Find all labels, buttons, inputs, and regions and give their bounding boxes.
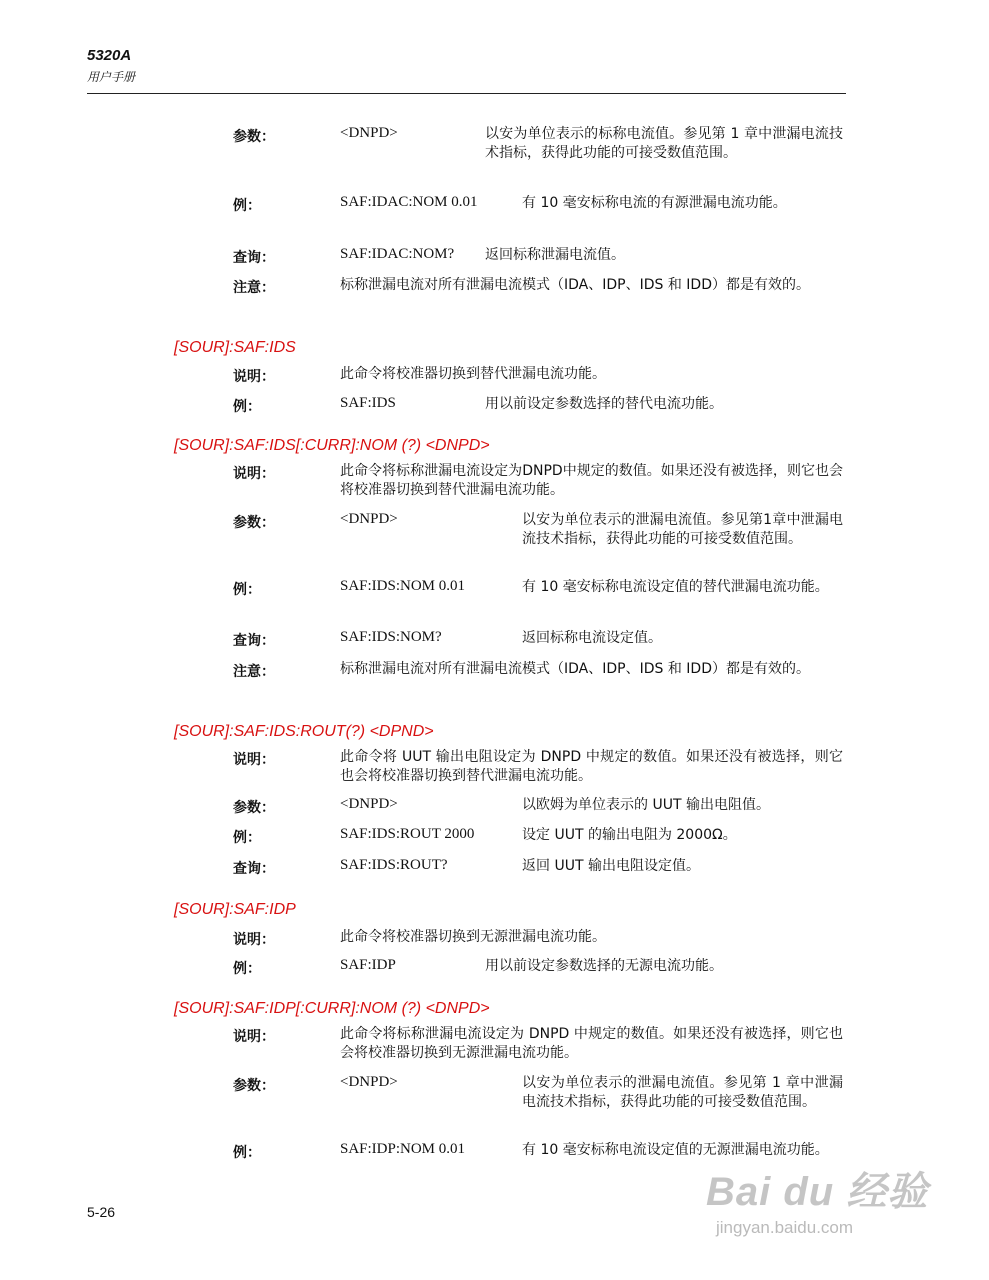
description-text: 此命令将校准器切换到替代泄漏电流功能。 [340,366,606,382]
example-label: 例： [233,198,261,214]
description-label: 说明： [233,752,275,768]
description-text: 此命令将标称泄漏电流设定为 DNPD 中规定的数值。如果还没有被选择，则它也会将校准器切换到无源泄漏电流功能。 [340,1026,843,1061]
example-command: SAF:IDP [340,957,396,973]
watermark-logo: Bai du 经验 [706,1170,929,1214]
example-label: 例： [233,830,261,846]
query-label: 查询： [233,633,275,649]
section-heading-ids-nom: [SOUR]:SAF:IDS[:CURR]:NOM (?) <DNPD> [174,437,490,454]
example-description: 有 10 毫安标称电流设定值的替代泄漏电流功能。 [522,579,829,595]
param-label: 参数： [233,515,275,531]
query-label: 查询： [233,250,275,266]
example-description: 有 10 毫安标称电流的有源泄漏电流功能。 [522,195,787,211]
note-label: 注意： [233,280,275,296]
example-label: 例： [233,582,261,598]
param-description: 以安为单位表示的标称电流值。参见第 1 章中泄漏电流技术指标，获得此功能的可接受数值范围。 [485,126,843,161]
query-label: 查询： [233,861,275,877]
section-heading-ids: [SOUR]:SAF:IDS [174,339,296,356]
example-command: SAF:IDP:NOM 0.01 [340,1141,466,1157]
section-heading-ids-rout: [SOUR]:SAF:IDS:ROUT(?) <DPND> [174,723,434,740]
description-text: 此命令将校准器切换到无源泄漏电流功能。 [340,929,606,945]
description-text: 此命令将 UUT 输出电阻设定为 DNPD 中规定的数值。如果还没有被选择，则它也会将校准器切换到替代泄漏电流功能。 [340,749,843,784]
watermark-url: jingyan.baidu.com [716,1218,854,1237]
note-text: 标称泄漏电流对所有泄漏电流模式（IDA、IDP、IDS 和 IDD）都是有效的。 [340,661,810,677]
param-description: 以安为单位表示的泄漏电流值。参见第 1 章中泄漏电流技术指标，获得此功能的可接受数值范围。 [522,1075,843,1110]
param-value: <DNPD> [340,796,398,812]
param-label: 参数： [233,129,275,145]
query-command: SAF:IDS:ROUT? [340,857,448,873]
example-command: SAF:IDS [340,395,396,411]
example-description: 设定 UUT 的输出电阻为 2000Ω。 [522,827,737,843]
note-text: 标称泄漏电流对所有泄漏电流模式（IDA、IDP、IDS 和 IDD）都是有效的。 [340,277,810,293]
query-description: 返回标称泄漏电流值。 [485,247,625,263]
description-text: 此命令将标称泄漏电流设定为DNPD中规定的数值。如果还没有被选择，则它也会将校准器切换到替代泄漏电流功能。 [340,463,843,498]
example-command: SAF:IDS:ROUT 2000 [340,826,475,842]
param-value: <DNPD> [340,125,398,141]
param-label: 参数： [233,1078,275,1094]
header-rule [87,93,846,94]
document-subtitle: 用户手册 [87,70,136,84]
param-label: 参数： [233,800,275,816]
query-description: 返回 UUT 输出电阻设定值。 [522,858,700,874]
description-label: 说明： [233,932,275,948]
param-value: <DNPD> [340,511,398,527]
description-label: 说明： [233,466,275,482]
document-model: 5320A [87,47,132,64]
example-description: 用以前设定参数选择的无源电流功能。 [485,958,723,974]
example-label: 例： [233,399,261,415]
example-command: SAF:IDS:NOM 0.01 [340,578,466,594]
example-command: SAF:IDAC:NOM 0.01 [340,194,478,210]
section-heading-idp: [SOUR]:SAF:IDP [174,901,296,918]
param-description: 以欧姆为单位表示的 UUT 输出电阻值。 [522,797,770,813]
example-label: 例： [233,961,261,977]
example-description: 用以前设定参数选择的替代电流功能。 [485,396,723,412]
section-heading-idp-nom: [SOUR]:SAF:IDP[:CURR]:NOM (?) <DNPD> [174,1000,490,1017]
query-description: 返回标称电流设定值。 [522,630,662,646]
param-value: <DNPD> [340,1074,398,1090]
description-label: 说明： [233,1029,275,1045]
example-label: 例： [233,1145,261,1161]
param-description: 以安为单位表示的泄漏电流值。参见第1章中泄漏电流技术指标，获得此功能的可接受数值范围。 [522,512,843,547]
example-description: 有 10 毫安标称电流设定值的无源泄漏电流功能。 [522,1142,829,1158]
query-command: SAF:IDAC:NOM? [340,246,455,262]
baidu-watermark [700,1160,940,1252]
note-label: 注意： [233,664,275,680]
page-number: 5-26 [87,1204,116,1220]
description-label: 说明： [233,369,275,385]
query-command: SAF:IDS:NOM? [340,629,442,645]
